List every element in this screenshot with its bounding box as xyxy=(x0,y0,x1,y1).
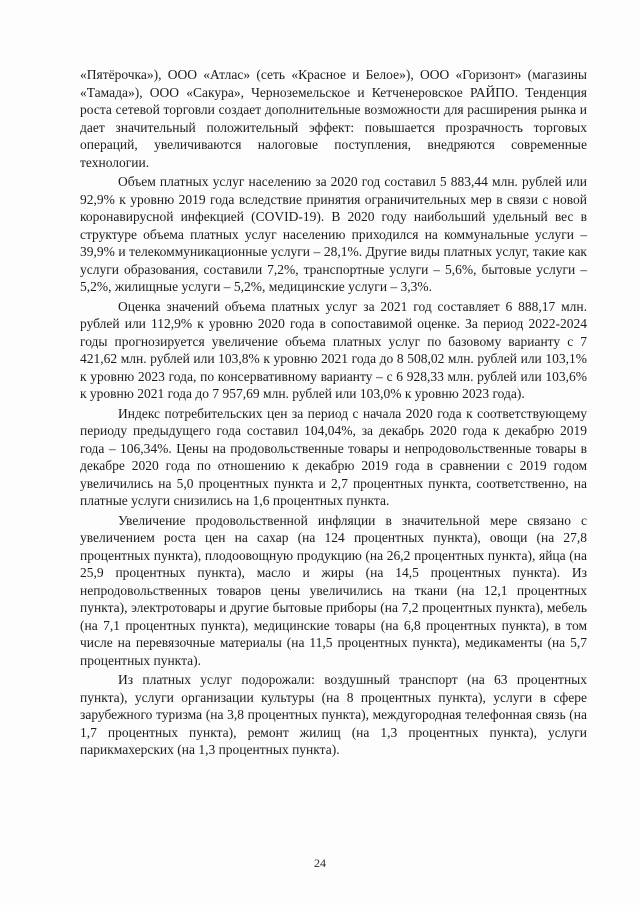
paragraph-food-inflation: Увеличение продовольственной инфляции в значительной мере связано с увеличением роста цен на сахар (на 124 процентных пункта), овощи (на 27,8 процентных пункта), плодоовощную продукцию (на 26,2 процентных пункта), яйца (на 25,9 процентных пункта), масло и жиры (на 14,5 процентных пункта). Из непродовольственных товаров цены увеличились на ткани (на 12,1 процентных пункта), электротовары и другие бытовые приборы (на 7,2 процентных пункта), мебель (на 7,1 процентных пункта), медицинские товары (на 6,8 процентных пункта), в том числе на перевязочные материалы (на 11,5 процентных пункта), медикаменты (на 5,7 процентных пункта). xyxy=(80,512,587,668)
paragraph-paid-services-forecast: Оценка значений объема платных услуг за 2021 год составляет 6 888,17 млн. рублей или 112,9% к уровню 2020 года в сопоставимой оценке. За период 2022-2024 годы прогнозируется увеличение объема платных услуг по базовому варианту с 7 421,62 млн. рублей или 103,8% к уровню 2021 года до 8 508,02 млн. рублей или 103,1% к уровню 2023 года, по консервативному варианту – с 6 928,33 млн. рублей или 103,6% к уровню 2021 года до 7 957,69 млн. рублей или 103,0% к уровню 2023 года). xyxy=(80,298,587,401)
page-number: 24 xyxy=(314,856,326,870)
paragraph-paid-services-2020: Объем платных услуг населению за 2020 год составил 5 883,44 млн. рублей или 92,9% к уровню 2019 года вследствие принятия ограничительных мер в связи с новой коронавирусной инфекцией (COVID-19). В 2020 году наибольший удельный вес в структуре объема платных услуг населению приходился на коммунальные услуги – 39,9% и телекоммуникационные услуги – 28,1%. Другие виды платных услуг, такие как услуги образования, составили 7,2%, транспортные услуги – 5,6%, бытовые услуги – 5,2%, жилищные услуги – 5,2%, медицинские услуги – 3,3%. xyxy=(80,174,587,294)
document-body xyxy=(80,66,587,759)
paragraph-consumer-price-index: Индекс потребительских цен за период с начала 2020 года к соответствующему периоду предыдущего года составил 104,04%, за декабрь 2020 года к декабрю 2019 года – 106,34%. Цены на продовольственные товары и непродовольственные товары в декабре 2020 года по отношению к декабрю 2019 года в сравнении с 2019 годом увеличились на 5,0 процентных пункта и 2,7 процентных пункта, соответственно, на платные услуги снизились на 1,6 процентных пункта. xyxy=(80,405,587,508)
paragraph-services-price-rise: Из платных услуг подорожали: воздушный транспорт (на 63 процентных пункта), услуги организации культуры (на 8 процентных пункта), услуги в сфере зарубежного туризма (на 3,8 процентных пункта), междугородная телефонная связь (на 1,7 процентных пункта), ремонт жилищ (на 1,3 процентных пункта), услуги парикмахерских (на 1,3 процентных пункта). xyxy=(80,672,587,757)
paragraph-retail-chains: «Пятёрочка»), ООО «Атлас» (сеть «Красное и Белое»), ООО «Горизонт» (магазины «Тамада»), ООО «Сакура», Черноземельское и Кетченеровское РАЙПО. Тенденция роста сетевой торговли создает дополнительные возможности для расширения рынка и дает значительный положительный эффект: повышается прозрачность торговых операций, увеличиваются налоговые поступления, внедряются современные технологии. xyxy=(80,67,587,170)
